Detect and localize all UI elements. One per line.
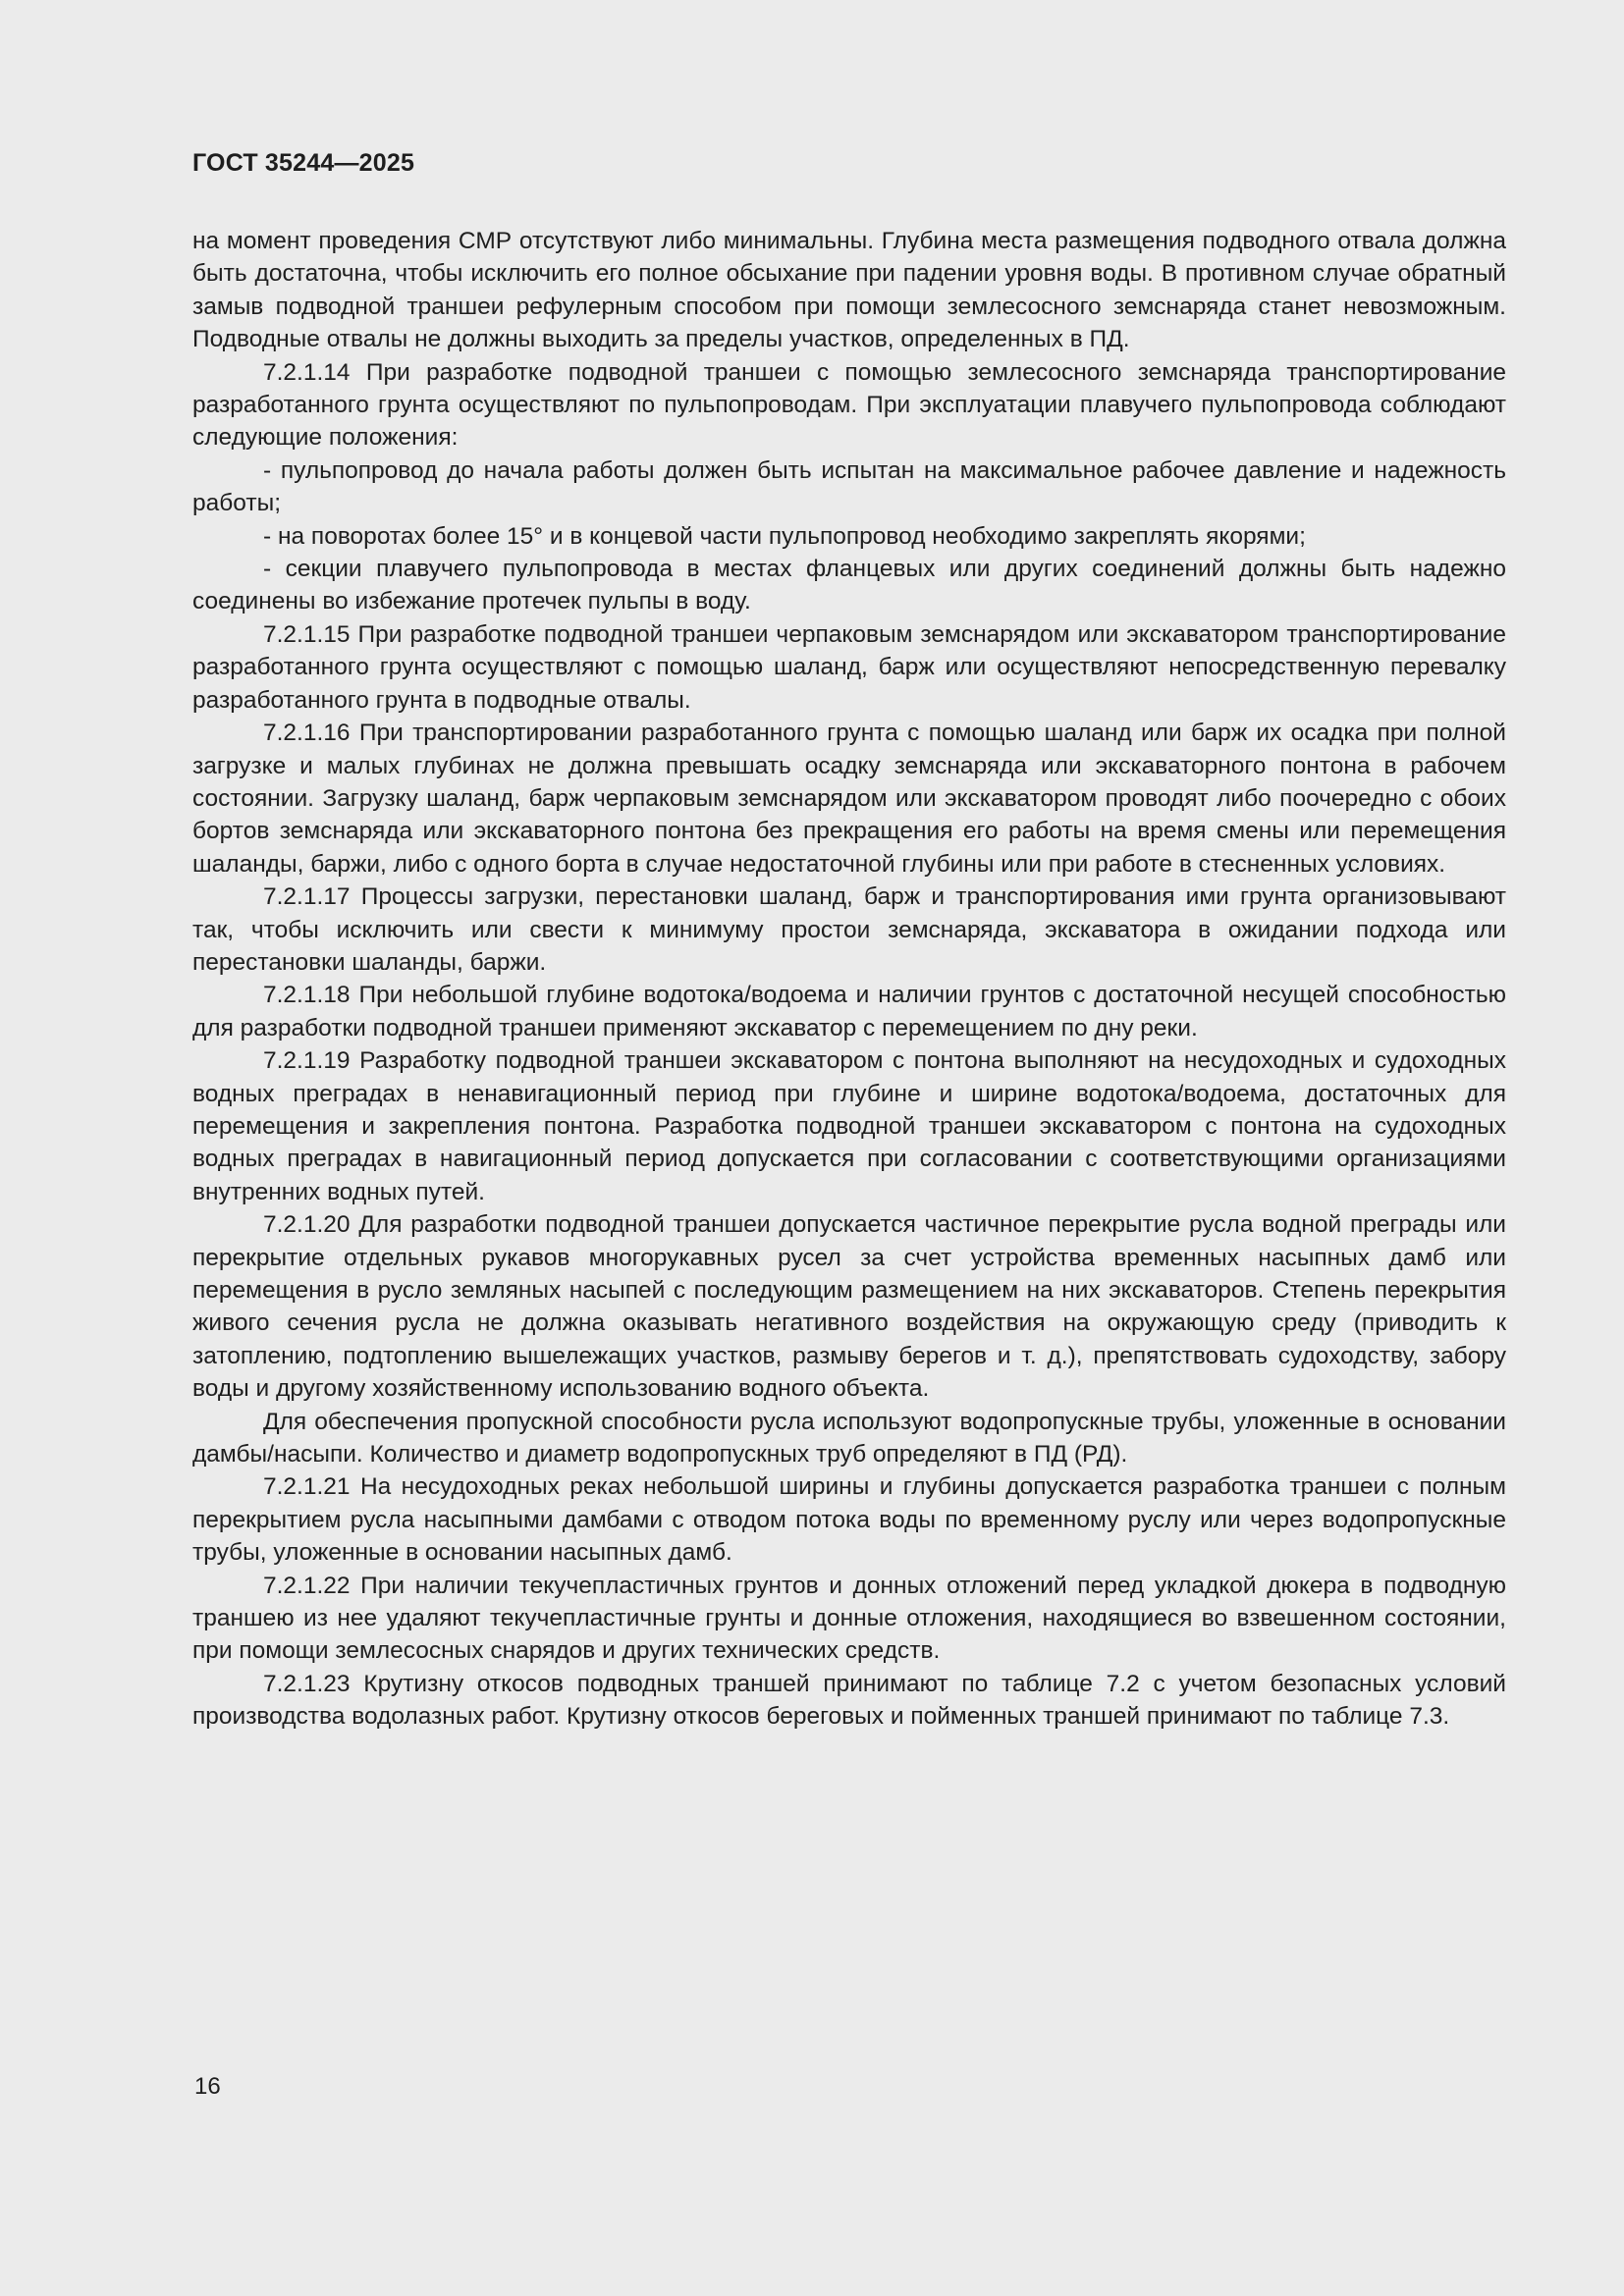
clause-7-2-1-18: 7.2.1.18 При небольшой глубине водотока/водоема и наличии грунтов с достаточной несущей способностью для разработки подводной траншеи применяют экскаватор с перемещением по дну реки.: [192, 982, 1506, 1041]
clause-7-2-1-21: 7.2.1.21 На несудоходных реках небольшой ширины и глубины допускается разработка траншеи с полным перекрытием русла насыпными дамбами с отводом потока воды по временному руслу или через водопропускные трубы, уложенные в основании насыпных дамб.: [192, 1473, 1506, 1567]
clause-7-2-1-20: 7.2.1.20 Для разработки подводной траншеи допускается частичное перекрытие русла водной преграды или перекрытие отдельных рукавов многорукавных русел за счет устройства временных насыпных дамб или перемещения в русло земляных насыпей с последующим размещением на них экскаваторов. Степень перекрытия живого сечения русла не должна оказывать негативного воздействия на окружающую среду (приводить к затоплению, подтоплению вышележащих участков, размыву берегов и т. д.), препятствовать судоходству, забору воды и другому хозяйственному использованию водного объекта.: [192, 1211, 1506, 1403]
list-item: - на поворотах более 15° и в концевой части пульпопровод необходимо закреплять якорями;: [263, 522, 1306, 550]
clause-7-2-1-14: 7.2.1.14 При разработке подводной траншеи с помощью землесосного земснаряда транспортирование разработанного грунта осуществляют по пульпопроводам. При эксплуатации плавучего пульпопровода соблюдают следующие положения:: [192, 358, 1506, 452]
clause-7-2-1-23: 7.2.1.23 Крутизну откосов подводных траншей принимают по таблице 7.2 с учетом безопасных условий производства водолазных работ. Крутизну откосов береговых и пойменных траншей принимают по таблице 7.3.: [192, 1670, 1506, 1731]
list-item: - пульпопровод до начала работы должен быть испытан на максимальное рабочее давление и надежность работы;: [192, 456, 1506, 517]
paragraph-continuation: на момент проведения СМР отсутствуют либо минимальны. Глубина места размещения подводного отвала должна быть достаточна, чтобы исключить его полное обсыхание при падении уровня воды. В противном случае обратный замыв подводной траншеи рефулерным способом при помощи землесосного земснаряда станет невозможным. Подводные отвалы не должны выходить за пределы участков, определенных в ПД.: [192, 228, 1506, 353]
document-body: [192, 225, 1506, 1734]
clause-7-2-1-19: 7.2.1.19 Разработку подводной траншеи экскаватором с понтона выполняют на несудоходных и судоходных водных преградах в ненавигационный период при глубине и ширине водотока/водоема, достаточных для перемещения и закрепления понтона. Разработка подводной траншеи экскаватором с понтона на судоходных водных преградах в навигационный период допускается при согласовании с соответствующими организациями внутренних водных путей.: [192, 1047, 1506, 1205]
page-number: 16: [194, 2073, 221, 2100]
document-header: ГОСТ 35244—2025: [192, 149, 415, 177]
clause-7-2-1-16: 7.2.1.16 При транспортировании разработанного грунта с помощью шаланд или барж их осадка при полной загрузке и малых глубинах не должна превышать осадку земснаряда или экскаваторного понтона в рабочем состоянии. Загрузку шаланд, барж черпаковым земснарядом или экскаватором проводят либо поочередно с обоих бортов земснаряда или экскаваторного понтона без прекращения его работы на время смены или перемещения шаланды, баржи, либо с одного борта в случае недостаточной глубины или при работе в стесненных условиях.: [192, 720, 1506, 878]
clause-7-2-1-22: 7.2.1.22 При наличии текучепластичных грунтов и донных отложений перед укладкой дюкера в подводную траншею из нее удаляют текучепластичные грунты и донные отложения, находящиеся во взвешенном состоянии, при помощи землесосных снарядов и других технических средств.: [192, 1572, 1506, 1665]
paragraph: Для обеспечения пропускной способности русла используют водопропускные трубы, уложенные в основании дамбы/насыпи. Количество и диаметр водопропускных труб определяют в ПД (РД).: [192, 1408, 1506, 1468]
list-item: - секции плавучего пульпопровода в местах фланцевых или других соединений должны быть надежно соединены во избежание протечек пульпы в воду.: [192, 556, 1506, 615]
clause-7-2-1-15: 7.2.1.15 При разработке подводной траншеи черпаковым земснарядом или экскаватором транспортирование разработанного грунта осуществляют с помощью шаланд, барж или осуществляют непосредственную перевалку разработанного грунта в подводные отвалы.: [192, 620, 1506, 714]
clause-7-2-1-17: 7.2.1.17 Процессы загрузки, перестановки шаланд, барж и транспортирования ими грунта организовывают так, чтобы исключить или свести к минимуму простои земснаряда, экскаватора в ожидании подхода или перестановки шаланды, баржи.: [192, 883, 1506, 976]
